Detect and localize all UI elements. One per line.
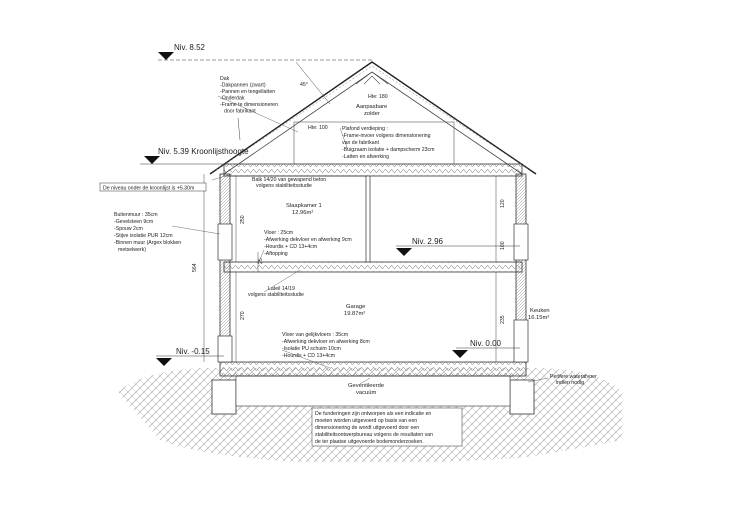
dim-upper: 250 [240, 215, 246, 224]
svg-text:-Frame-invoer volgens dimensio: -Frame-invoer volgens dimensionering [342, 133, 431, 139]
keuken-name: Keuken [530, 308, 550, 314]
svg-text:-Binnen muur (Argex blokken: -Binnen muur (Argex blokken [114, 240, 182, 246]
level-verdieping-label: Niv. 2.96 [412, 237, 443, 246]
svg-text:-Gevelsteen 9cm: -Gevelsteen 9cm [114, 219, 154, 225]
svg-text:Vloer van gelijkvloers : 35cm: Vloer van gelijkvloers : 35cm [282, 332, 349, 338]
balk-label-2: volgens stabiliteitsstudie [256, 183, 312, 189]
perifere-label-1: Perifere waterafvoer [550, 374, 597, 380]
level-marker-nok [158, 52, 174, 60]
svg-text:De funderingen zijn ontworpen: De funderingen zijn ontworpen als een indicatie en [315, 411, 432, 417]
svg-text:-Buigzaam isolatie + dampscher: -Buigzaam isolatie + dampscherm 23cm [342, 147, 435, 153]
level-marker-kroonlijst [144, 156, 160, 164]
buitenmuur-note [114, 212, 181, 253]
svg-text:Dak: Dak [220, 76, 230, 82]
dim-right-lower: 235 [500, 315, 506, 324]
level-marker-verdieping [396, 248, 412, 256]
dim-right-mid: 100 [500, 241, 506, 250]
svg-text:-Afwerking dekvloer en afwerki: -Afwerking dekvloer en afwerking 9cm [264, 237, 352, 243]
level-marker-min [156, 358, 172, 366]
svg-text:van de fabrikant: van de fabrikant [342, 140, 379, 146]
dak-note [220, 76, 278, 115]
svg-text:-Aftopping: -Aftopping [264, 251, 288, 257]
zolder-label-2: zolder [364, 111, 380, 117]
first-floor-slab [224, 262, 522, 272]
svg-text:de ter plaatse uitgevoerde bod: de ter plaatse uitgevoerde bodemonderzoeken. [315, 439, 424, 445]
svg-text:-Isolatie PU schuim 10cm: -Isolatie PU schuim 10cm [282, 346, 341, 352]
slaapkamer-name: Slaapkamer 1 [286, 203, 322, 209]
svg-text:Plafond verdieping :: Plafond verdieping : [342, 126, 388, 132]
window-left-lower [218, 336, 232, 362]
window-right-lower [514, 320, 528, 362]
vacuum-label-1: Geventileerde [348, 383, 385, 389]
foundation-left [212, 380, 236, 414]
svg-text:-Onderdak: -Onderdak [220, 95, 245, 102]
window-left-upper [218, 224, 232, 260]
svg-text:-Afwerking dekvloer en afwerki: -Afwerking dekvloer en afwerking 8cm [282, 339, 370, 345]
plafond-note [342, 126, 434, 160]
level-kroonlijst-label: Niv. 5.39 Kroonlijsthoogte [158, 147, 249, 156]
garage-name: Garage [346, 304, 366, 310]
window-right-upper [514, 224, 528, 260]
svg-text:-Spouw 2cm: -Spouw 2cm [114, 226, 143, 232]
slaapkamer-area: 12.96m² [292, 210, 314, 216]
vloer-verdieping-note [264, 230, 352, 257]
zolder-label-1: Aanpasbare [356, 104, 388, 110]
dim-total: 564 [192, 263, 198, 272]
svg-text:-Hourdis + CD 13+4cm: -Hourdis + CD 13+4cm [264, 244, 318, 250]
partition [366, 176, 370, 262]
vacuum-label-2: vacuüm [356, 390, 377, 396]
ceiling-insulation [224, 164, 522, 176]
foundation-right [510, 380, 534, 414]
level-nok-label: Niv. 8.52 [174, 43, 205, 52]
svg-text:dimensionering de wordt uitgev: dimensionering de wordt uitgevoerd door een [315, 425, 420, 431]
svg-text:Buitenmuur : 35cm: Buitenmuur : 35cm [114, 212, 158, 218]
level-min-label: Niv. -0.15 [176, 347, 210, 356]
kroonlijst-note: De niveau onder de kroonlijst is +5.30m [103, 185, 195, 192]
ridge-truss [356, 72, 388, 84]
svg-text:Vloer : 25cm: Vloer : 25cm [264, 230, 294, 236]
svg-text:-Dakpannen (zwart): -Dakpannen (zwart) [220, 82, 266, 89]
svg-text:-Stijve isolatie PUR 12cm: -Stijve isolatie PUR 12cm [114, 233, 173, 239]
garage-area: 19.87m² [344, 311, 366, 317]
height-100: Hte: 100 [308, 125, 328, 131]
dim-right-upper: 120 [500, 199, 506, 208]
level-gelijkvloers-label: Niv. 0.00 [470, 339, 501, 348]
vloer-gelijkvloers-note [282, 332, 370, 359]
svg-text:door fabrikant: door fabrikant [224, 108, 256, 115]
keuken-area: 16.15m² [528, 315, 550, 321]
ground-floor-slab [220, 362, 526, 376]
svg-text:-Latten en afwerking: -Latten en afwerking [342, 154, 390, 160]
svg-text:moeten worden uitgevoerd op ba: moeten worden uitgevoerd op basis van een [315, 418, 418, 424]
svg-text:stabiliteitsontwerpbureau volg: stabiliteitsontwerpbureau volgens de resultaten van [315, 432, 433, 438]
level-marker-gelijkvloers [452, 350, 468, 358]
balk-label-1: Balk 14/20 van gewapend beton [252, 177, 327, 183]
svg-text:-Frame te dimensioneren: -Frame te dimensioneren [220, 102, 278, 108]
lateil-label-2: volgens stabiliteitsstudie [248, 292, 304, 298]
dim-lower: 270 [240, 311, 246, 320]
perifere-label-2: indien nodig [556, 380, 584, 386]
svg-text:-Pannen en tengellatten: -Pannen en tengellatten [220, 89, 276, 95]
dim-floor-small: 25 [258, 258, 264, 264]
height-180: Hte: 180 [368, 94, 388, 100]
roof-angle: 45° [300, 82, 308, 88]
svg-text:-Hourdis + CD 13+4cm: -Hourdis + CD 13+4cm [282, 353, 336, 359]
lateil-label-1: Lateil 14/19 [268, 286, 295, 292]
funderingen-note [315, 411, 433, 445]
svg-text:metselwerk): metselwerk) [118, 247, 146, 253]
